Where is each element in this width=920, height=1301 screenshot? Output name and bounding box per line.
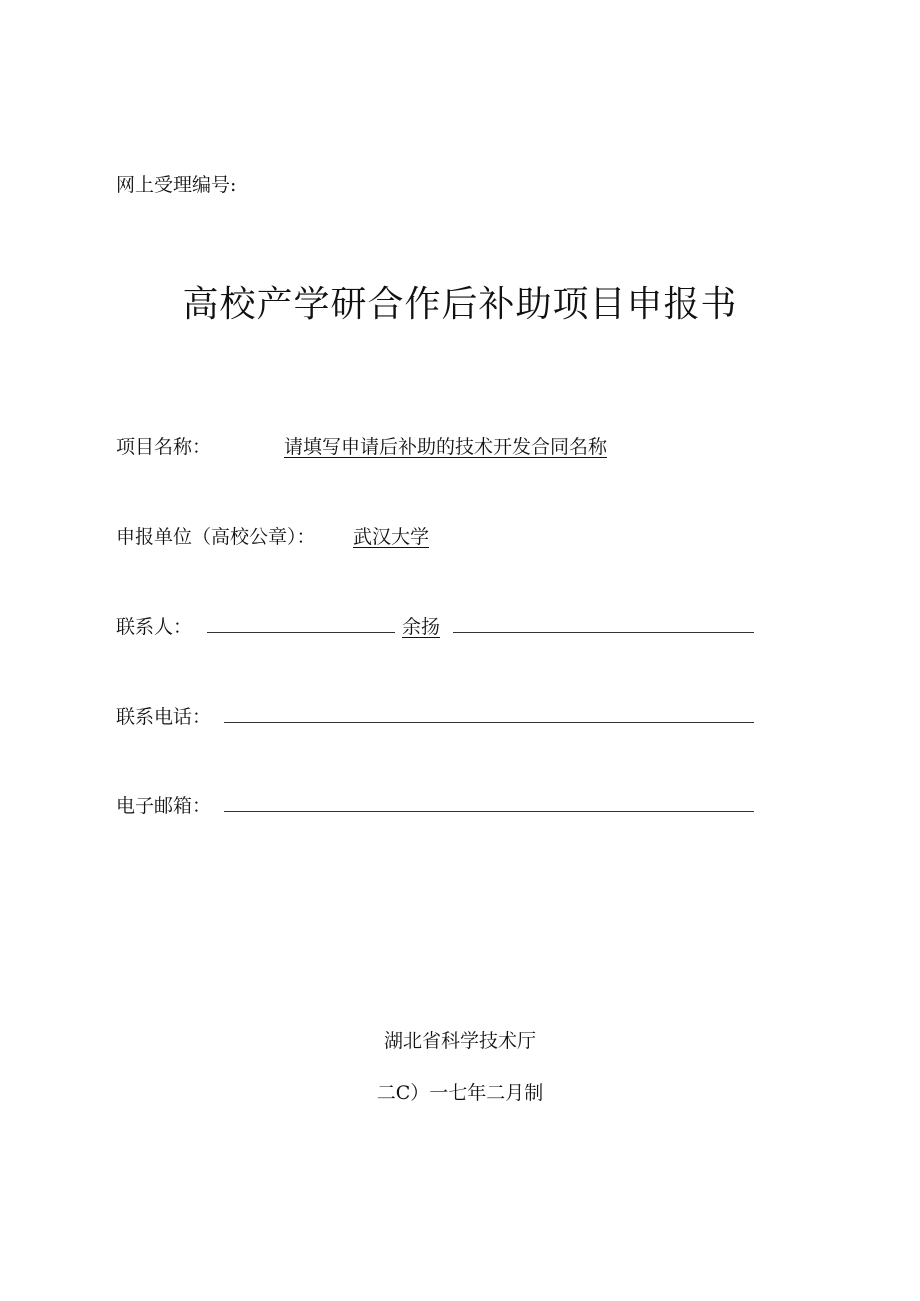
applicant-unit-label: 申报单位（高校公章）： — [116, 526, 316, 548]
project-name-value[interactable]: 请填写申请后补助的技术开发合同名称 — [284, 436, 608, 458]
issuer-name: 湖北省科学技术厅 — [383, 1030, 536, 1052]
contact-person-value[interactable]: 余扬 — [402, 616, 441, 638]
project-name-label: 项目名称： — [116, 436, 212, 458]
contact-person-line-left — [207, 632, 395, 633]
receipt-number-label: 网上受理编号: — [116, 174, 237, 196]
contact-phone-line — [224, 722, 754, 723]
contact-person-label: 联系人： — [116, 616, 193, 638]
contact-phone-label: 联系电话： — [116, 706, 212, 728]
email-line — [224, 811, 754, 812]
issue-date: 二C）一七年二月制 — [376, 1082, 544, 1104]
contact-person-line-right — [453, 632, 754, 633]
document-title: 高校产学研合作后补助项目申报书 — [182, 284, 738, 325]
email-label: 电子邮箱： — [116, 795, 212, 817]
applicant-unit-value[interactable]: 武汉大学 — [353, 526, 430, 548]
